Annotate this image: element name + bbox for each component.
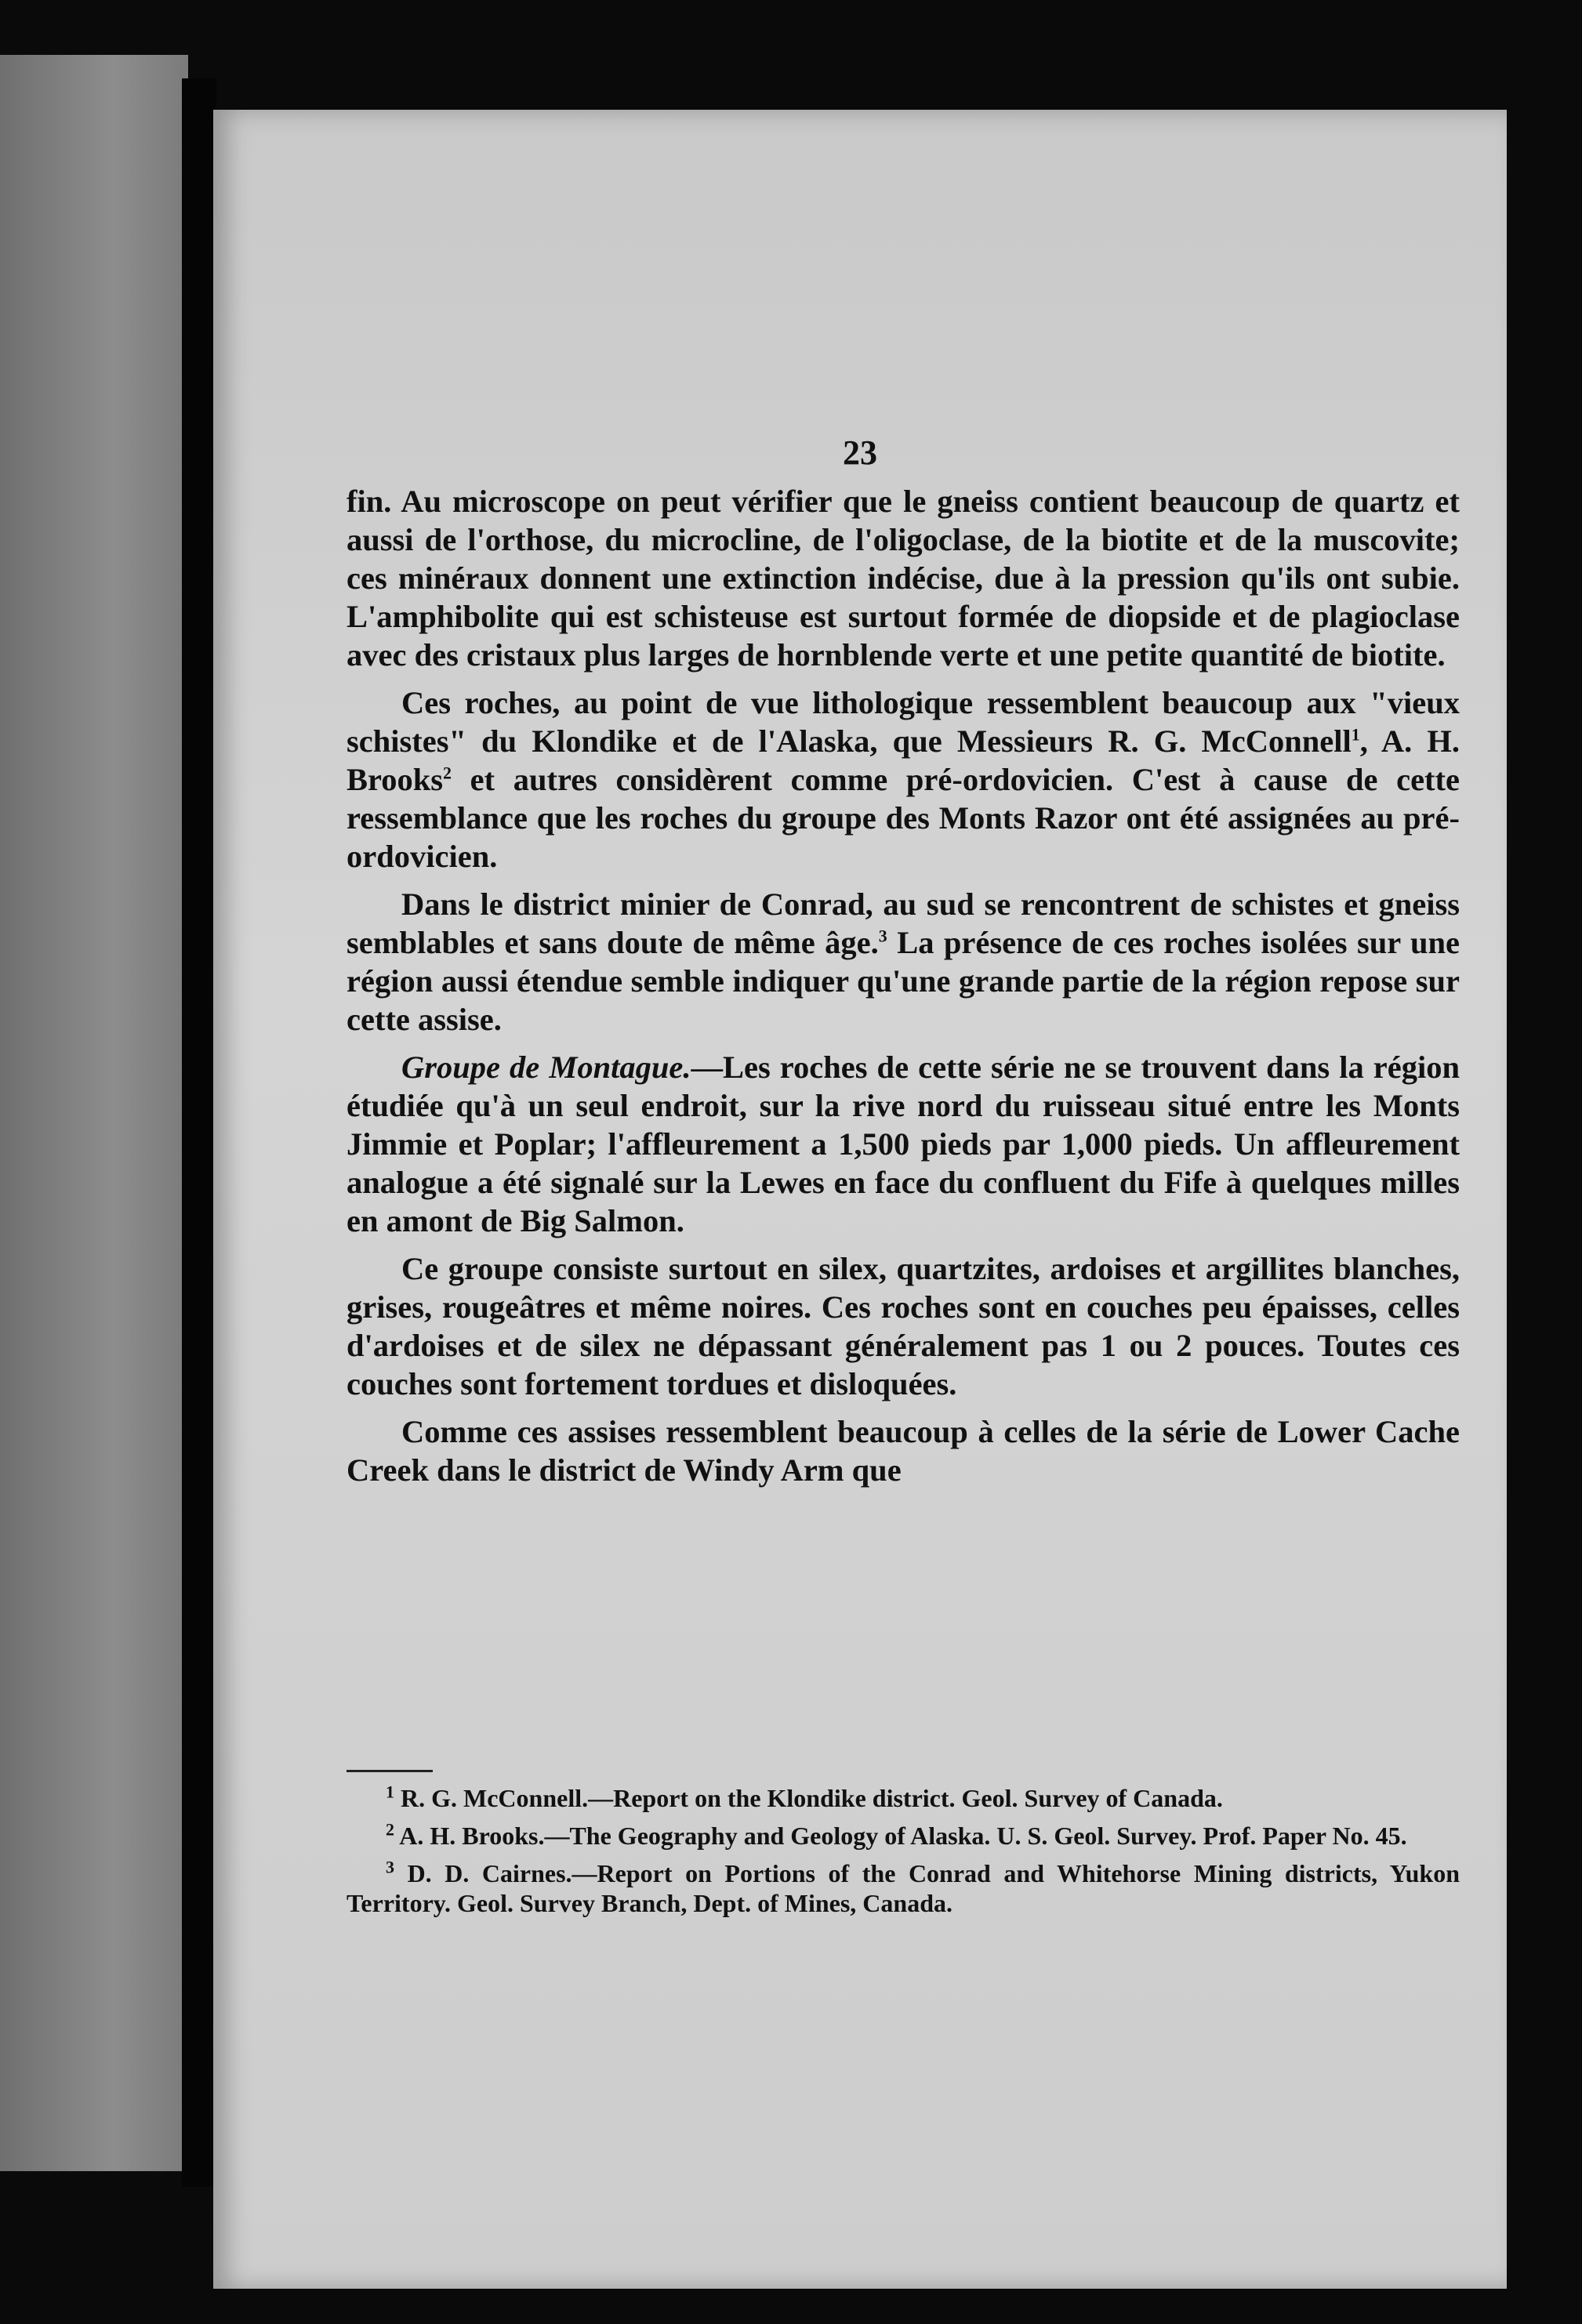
book-gutter-shadow	[182, 78, 216, 2187]
paragraph-3-part-b: La présence de ces roches isolées sur une région aussi étendue semble indiquer qu'une grande partie de la région repose sur cette assise.	[347, 925, 1460, 1037]
scanned-page	[213, 110, 1507, 2289]
paragraph-4-text: —Les roches de cette série ne se trouvent dans la région étudiée qu'à un seul endroit, sur la rive nord du ruisseau situé entre les Monts Jimmie et Poplar; l'affleurement a 1,500 pieds par 1,000 pieds. Un affleurement analogue a été signalé sur la Lewes en face du confluent du Fife à quelques milles en amont de Big Salmon.	[347, 1050, 1460, 1238]
footnote-text: A. H. Brooks.—The Geography and Geology of Alaska. U. S. Geol. Survey. Prof. Paper No. 45.	[399, 1822, 1407, 1850]
paragraph-5: Ce groupe consiste surtout en silex, quartzites, ardoises et argillites blanches, grises, rougeâtres et même noires. Ces roches sont en couches peu épaisses, celles d'ardoises et de silex ne dépassant généralement pas 1 ou 2 pouces. Toutes ces couches sont fortement tordues et disloquées.	[347, 1251, 1460, 1401]
footnote-text: R. G. McConnell.—Report on the Klondike district. Geol. Survey of Canada.	[401, 1784, 1223, 1812]
section-title-montague: Groupe de Montague.	[401, 1050, 691, 1085]
paragraph-3-part-a: Dans le district minier de Conrad, au sud se rencontrent de schistes et gneiss semblables et sans doute de même âge.	[347, 886, 1460, 960]
paragraph-4	[347, 1048, 1460, 1240]
paragraph-2-part-a: Ces roches, au point de vue lithologique ressemblent beaucoup aux "vieux schistes" du Klondike et de l'Alaska, que Messieurs R. G. McConnell	[347, 685, 1460, 759]
paragraph-2	[347, 683, 1460, 876]
footnotes	[347, 1783, 1460, 1926]
footnote-2	[347, 1821, 1460, 1851]
footnote-1	[347, 1783, 1460, 1813]
footnote-mark: 2	[386, 1819, 394, 1840]
paragraph-2-part-c: et autres considèrent comme pré-ordovicien. C'est à cause de cette ressemblance que les roches du groupe des Monts Razor ont été assignées au pré-ordovicien.	[347, 762, 1460, 874]
footnote-ref-1: 1	[1351, 724, 1360, 745]
paragraph-2-part-b: , A. H. Brooks	[347, 723, 1460, 797]
body-text	[347, 482, 1460, 1499]
footnote-ref-2: 2	[443, 763, 452, 783]
footnote-text: D. D. Cairnes.—Report on Portions of the Conrad and Whitehorse Mining districts, Yukon Territory. Geol. Survey Branch, Dept. of Mines, Canada.	[347, 1859, 1460, 1917]
footnote-mark: 3	[386, 1857, 394, 1877]
paragraph-3	[347, 885, 1460, 1039]
adjacent-page-edge	[0, 55, 188, 2171]
footnote-ref-3: 3	[878, 926, 887, 946]
footnote-3	[347, 1858, 1460, 1918]
paragraph-6: Comme ces assises ressemblent beaucoup à celles de la série de Lower Cache Creek dans le district de Windy Arm que	[347, 1414, 1460, 1488]
footnote-separator	[347, 1770, 433, 1772]
paragraph-1: fin. Au microscope on peut vérifier que le gneiss contient beaucoup de quartz et aussi de l'orthose, du microcline, de l'oligoclase, de la biotite et de la muscovite; ces minéraux donnent une extinction indécise, due à la pression qu'ils ont subie. L'amphibolite qui est schisteuse est surtout formée de diopside et de plagioclase avec des cristaux plus larges de hornblende verte et une petite quantité de biotite.	[347, 484, 1460, 673]
page-number: 23	[843, 433, 877, 472]
footnote-mark: 1	[386, 1782, 394, 1802]
